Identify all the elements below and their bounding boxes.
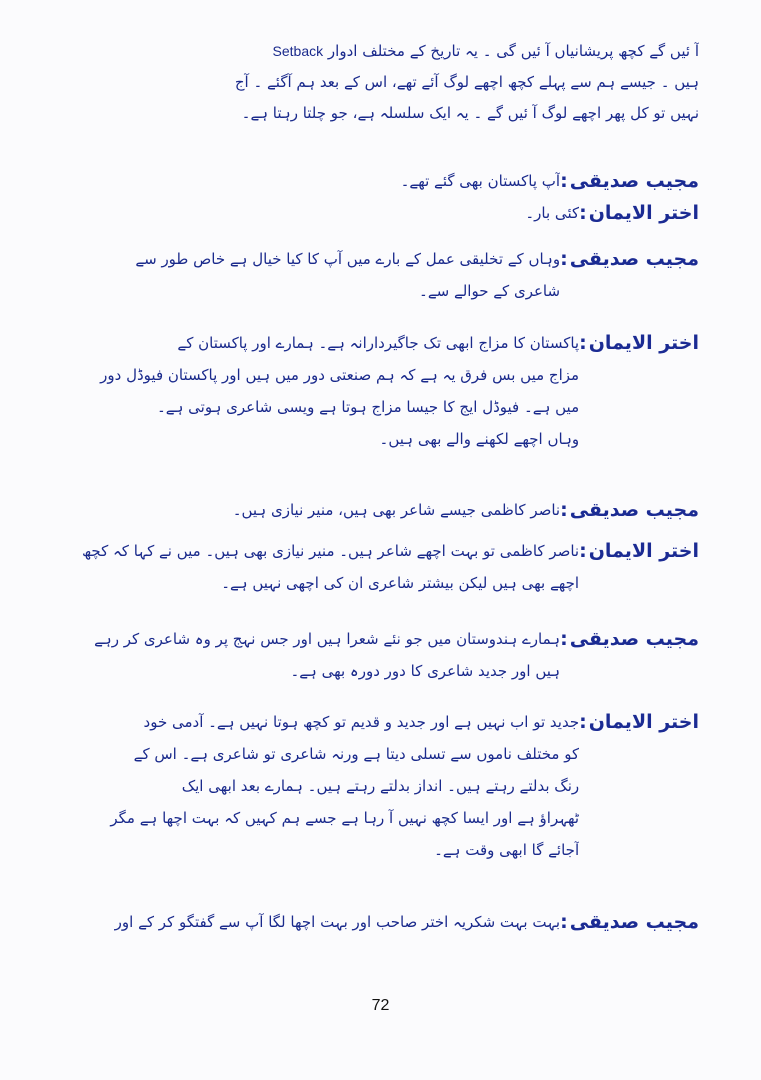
dialogue-text xyxy=(52,243,560,307)
dialogue-text xyxy=(52,535,579,599)
text-line: کو مختلف ناموں سے تسلی دیتا ہے ورنہ شاعری تو شاعری ہے۔ اس کے xyxy=(133,745,580,763)
speaker-label: مجیب صدیقی: xyxy=(560,911,699,933)
dialogue-entry-5 xyxy=(52,494,699,526)
intro-line-3: نہیں تو کل پھر اچھے لوگ آ ئیں گے ۔ یہ ایک سلسلہ ہے، جو چلتا رہتا ہے۔ xyxy=(241,104,699,122)
dialogue-entry-3 xyxy=(52,243,699,307)
text-line: ہمارے ہندوستان میں جو نئے شعرا ہیں اور جس نہج پر وہ شاعری کر رہے xyxy=(94,630,561,648)
dialogue-entry-4 xyxy=(52,327,699,455)
text-line: پاکستان کا مزاج ابھی تک جاگیردارانہ ہے۔ ہمارے اور پاکستان کے xyxy=(177,334,580,352)
speaker-label: اختر الایمان: xyxy=(579,711,699,733)
dialogue-text xyxy=(52,327,579,455)
page-number: 72 xyxy=(371,997,390,1014)
dialogue-text xyxy=(52,906,560,938)
dialogue-entry-6 xyxy=(52,535,699,599)
text-line: آجائے گا ابھی وقت ہے۔ xyxy=(434,841,580,859)
english-word: Setback xyxy=(272,43,324,59)
dialogue-entry-9 xyxy=(52,906,699,938)
speaker-label: مجیب صدیقی: xyxy=(560,499,699,521)
dialogue-text xyxy=(52,623,560,687)
text-line: رنگ بدلتے رہتے ہیں۔ انداز بدلتے رہتے ہیں۔ ہمارے بعد ابھی ایک xyxy=(181,777,580,795)
intro-line-1: آ ئیں گے کچھ پریشانیاں آ ئیں گی ۔ یہ تاریخ کے مختلف ادوار Setback xyxy=(272,42,699,60)
dialogue-text xyxy=(52,706,579,866)
dialogue-text xyxy=(52,494,560,526)
dialogue-text xyxy=(52,197,579,229)
dialogue-entry-1 xyxy=(52,165,699,197)
text-line: ٹھہراؤ ہے اور ایسا کچھ نہیں آ رہا ہے جسے ہم کہیں کہ بہت اچھا ہے مگر xyxy=(110,809,580,827)
dialogue-entry-2 xyxy=(52,197,699,229)
speaker-label: اختر الایمان: xyxy=(579,332,699,354)
speaker-label: اختر الایمان: xyxy=(579,540,699,562)
intro-line-2: ہیں ۔ جیسے ہم سے پہلے کچھ اچھے لوگ آئے تھے، اس کے بعد ہم آگئے ۔ آج xyxy=(234,73,699,91)
speaker-label: مجیب صدیقی: xyxy=(560,170,699,192)
text-line: مزاج میں بس فرق یہ ہے کہ ہم صنعتی دور میں ہیں اور پاکستان فیوڈل دور xyxy=(100,366,580,384)
speaker-label: اختر الایمان: xyxy=(579,202,699,224)
text-line: وہاں کے تخلیقی عمل کے بارے میں آپ کا کیا خیال ہے خاص طور سے xyxy=(135,250,561,268)
intro-paragraph xyxy=(52,36,699,129)
dialogue-text xyxy=(52,165,560,197)
dialogue-entry-7 xyxy=(52,623,699,687)
dialogue-entry-8 xyxy=(52,706,699,866)
text-line: آپ پاکستان بھی گئے تھے۔ xyxy=(400,172,561,190)
text-line: ہیں اور جدید شاعری کا دور دورہ بھی ہے۔ xyxy=(290,662,561,680)
text-line: ناصر کاظمی جیسے شاعر بھی ہیں، منیر نیازی ہیں۔ xyxy=(232,501,561,519)
text-line: ناصر کاظمی تو بہت اچھے شاعر ہیں۔ منیر نیازی بھی ہیں۔ میں نے کہا کہ کچھ xyxy=(81,542,580,560)
text-line: شاعری کے حوالے سے۔ xyxy=(419,282,561,300)
text-line: جدید تو اب نہیں ہے اور جدید و قدیم تو کچھ ہوتا نہیں ہے۔ آدمی خود xyxy=(143,713,580,731)
text-line: بہت بہت شکریہ اختر صاحب اور بہت اچھا لگا آپ سے گفتگو کر کے اور xyxy=(114,913,561,931)
speaker-label: مجیب صدیقی: xyxy=(560,248,699,270)
text-line: کئی بار۔ xyxy=(525,204,580,222)
speaker-label: مجیب صدیقی: xyxy=(560,628,699,650)
text-line: میں ہے۔ فیوڈل ایج کا جیسا مزاج ہوتا ہے ویسی شاعری ہوتی ہے۔ xyxy=(157,398,580,416)
text-line: وہاں اچھے لکھنے والے بھی ہیں۔ xyxy=(379,430,580,448)
text-line: اچھے بھی ہیں لیکن بیشتر شاعری ان کی اچھی نہیں ہے۔ xyxy=(221,574,580,592)
